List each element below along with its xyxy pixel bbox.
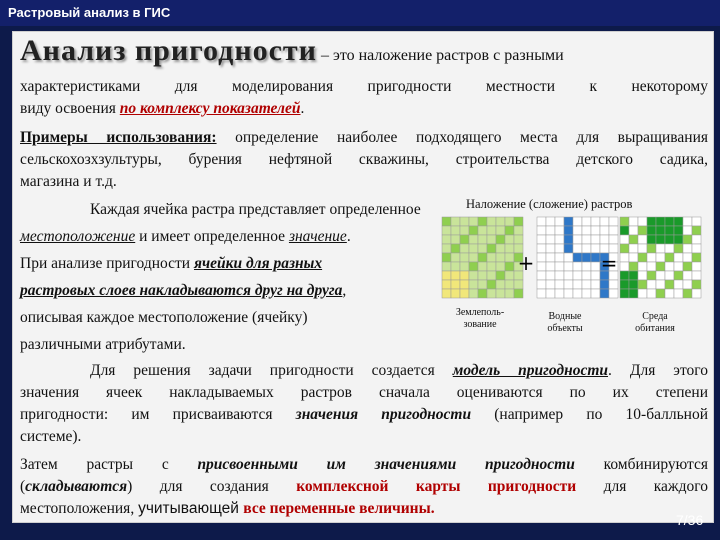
raster-cell: [546, 280, 555, 289]
paragraph-line: [20, 454, 708, 476]
raster-cell: [647, 289, 656, 298]
text-span: учитывающей: [138, 500, 244, 517]
raster-cell: [600, 235, 609, 244]
paragraph-line: [20, 334, 708, 356]
title-definition: – это наложение растров с разными: [316, 47, 564, 64]
raster-cell: [591, 244, 600, 253]
raster-cell: [546, 244, 555, 253]
raster-cell: [674, 280, 683, 289]
raster-cell: [496, 262, 505, 271]
raster-cell: [478, 244, 487, 253]
label-habitat: Среда обитания: [635, 311, 675, 334]
raster-cell: [609, 235, 618, 244]
raster-cell: [692, 253, 701, 262]
paragraph-line: [20, 98, 708, 120]
raster-cell: [609, 217, 618, 226]
raster-cell: [496, 217, 505, 226]
raster-cell: [683, 253, 692, 262]
text-span: ) для создания: [127, 478, 297, 495]
raster-cell: [442, 226, 451, 235]
raster-cell: [629, 244, 638, 253]
raster-cell: [555, 226, 564, 235]
text-span: значение: [288, 228, 347, 245]
raster-cell: [582, 235, 591, 244]
text-span: Для решения задачи пригодности создается: [90, 362, 453, 379]
text-span: . Для этого: [608, 362, 709, 379]
raster-cell: [478, 235, 487, 244]
paragraph-line: [20, 426, 708, 448]
raster-cell: [674, 217, 683, 226]
raster-cell: [469, 253, 478, 262]
raster-cell: [478, 289, 487, 298]
habitat-raster-grid: [620, 217, 701, 298]
raster-cell: [692, 280, 701, 289]
raster-cell: [514, 226, 523, 235]
text-span: Каждая ячейка растра представляет определенное: [90, 201, 421, 218]
raster-cell: [638, 253, 647, 262]
raster-cell: [564, 271, 573, 280]
raster-cell: [564, 253, 573, 262]
raster-cell: [582, 244, 591, 253]
raster-cell: [469, 262, 478, 271]
raster-cell: [692, 217, 701, 226]
raster-cell: [683, 244, 692, 253]
raster-cell: [600, 280, 609, 289]
raster-cell: [647, 235, 656, 244]
raster-cell: [496, 253, 505, 262]
raster-cell: [564, 262, 573, 271]
equals-sign: =: [600, 251, 618, 275]
raster-cell: [505, 244, 514, 253]
raster-cell: [573, 244, 582, 253]
raster-cell: [451, 235, 460, 244]
paragraph-line: [20, 127, 708, 149]
text-span: системе).: [20, 428, 82, 445]
raster-cell: [537, 280, 546, 289]
raster-cell: [460, 226, 469, 235]
raster-cell: [620, 217, 629, 226]
raster-cell: [683, 226, 692, 235]
raster-cell: [564, 226, 573, 235]
raster-cell: [555, 289, 564, 298]
raster-cell: [555, 217, 564, 226]
raster-cell: [451, 226, 460, 235]
raster-cell: [591, 289, 600, 298]
raster-cell: [442, 280, 451, 289]
raster-cell: [591, 226, 600, 235]
raster-cell: [514, 289, 523, 298]
raster-cell: [656, 226, 665, 235]
raster-cell: [656, 289, 665, 298]
raster-cell: [683, 280, 692, 289]
raster-cell: [573, 280, 582, 289]
raster-cell: [555, 271, 564, 280]
highlight-span: комплексной карты пригодности: [296, 478, 577, 495]
raster-cell: [487, 244, 496, 253]
text-span: местоположения,: [20, 500, 139, 517]
paragraph-line: [90, 360, 708, 382]
text-span: (: [20, 478, 26, 495]
raster-cell: [514, 217, 523, 226]
raster-cell: [496, 289, 505, 298]
raster-cell: [451, 244, 460, 253]
raster-cell: [505, 262, 514, 271]
raster-cell: [591, 253, 600, 262]
raster-cell: [647, 226, 656, 235]
label-landuse: Землеполь- зование: [455, 307, 505, 330]
paragraph-line: [20, 382, 708, 404]
raster-cell: [629, 271, 638, 280]
raster-cell: [505, 226, 514, 235]
highlight-span: складываются: [25, 478, 128, 495]
raster-cell: [451, 271, 460, 280]
raster-cell: [487, 217, 496, 226]
raster-cell: [573, 235, 582, 244]
raster-cell: [674, 289, 683, 298]
raster-cell: [629, 217, 638, 226]
raster-cell: [505, 235, 514, 244]
raster-cell: [692, 289, 701, 298]
text-span: местоположение: [20, 228, 136, 245]
raster-cell: [620, 253, 629, 262]
raster-cell: [537, 244, 546, 253]
raster-cell: [478, 271, 487, 280]
raster-cell: [537, 235, 546, 244]
raster-cell: [674, 262, 683, 271]
raster-cell: [487, 235, 496, 244]
raster-cell: [609, 289, 618, 298]
text-span: определение наиболее подходящего места для выращивания: [216, 129, 708, 146]
raster-cell: [683, 271, 692, 280]
paragraph-line: [20, 476, 708, 498]
raster-cell: [683, 235, 692, 244]
landuse-raster-grid: [442, 217, 523, 298]
text-span: магазина и т.д.: [20, 173, 117, 190]
paragraph-line: [20, 149, 708, 171]
text-span: (например по 10-балльной: [471, 406, 708, 423]
raster-cell: [620, 235, 629, 244]
raster-cell: [469, 271, 478, 280]
raster-cell: [692, 271, 701, 280]
raster-cell: [460, 244, 469, 253]
raster-cell: [629, 289, 638, 298]
raster-cell: [564, 289, 573, 298]
paragraph-line: [20, 76, 708, 98]
raster-cell: [683, 289, 692, 298]
raster-cell: [582, 262, 591, 271]
raster-cell: [582, 280, 591, 289]
raster-cell: [582, 226, 591, 235]
raster-cell: [514, 280, 523, 289]
text-span: Затем растры с: [20, 456, 198, 473]
raster-cell: [546, 235, 555, 244]
raster-overlay-figure: [440, 215, 705, 305]
raster-cell: [546, 262, 555, 271]
raster-cell: [487, 253, 496, 262]
raster-cell: [460, 289, 469, 298]
raster-cell: [656, 280, 665, 289]
raster-cell: [656, 262, 665, 271]
raster-cell: [591, 235, 600, 244]
title-term: Анализ пригодности: [20, 34, 317, 67]
raster-cell: [564, 280, 573, 289]
figure-caption: Наложение (сложение) растров: [466, 197, 633, 211]
slide-title: [20, 34, 708, 70]
raster-cell: [656, 244, 665, 253]
raster-cell: [573, 271, 582, 280]
raster-cell: [546, 226, 555, 235]
raster-cell: [647, 262, 656, 271]
raster-cell: [555, 235, 564, 244]
raster-cell: [573, 253, 582, 262]
text-span: виду освоения: [20, 100, 120, 117]
paragraph-line: [20, 307, 708, 329]
text-span: и имеет определенное: [135, 228, 289, 245]
raster-cell: [665, 262, 674, 271]
raster-cell: [546, 253, 555, 262]
raster-cell: [514, 235, 523, 244]
raster-cell: [478, 217, 487, 226]
raster-cell: [487, 289, 496, 298]
raster-cell: [451, 262, 460, 271]
text-span: различными атрибутами.: [20, 336, 186, 353]
raster-cell: [442, 217, 451, 226]
raster-cell: [442, 271, 451, 280]
raster-cell: [674, 271, 683, 280]
raster-cell: [692, 262, 701, 271]
raster-cell: [505, 271, 514, 280]
raster-cell: [665, 235, 674, 244]
raster-cell: [555, 244, 564, 253]
raster-cell: [442, 244, 451, 253]
raster-cell: [537, 253, 546, 262]
text-span: ,: [342, 282, 347, 299]
raster-cell: [537, 289, 546, 298]
raster-cell: [638, 217, 647, 226]
raster-cell: [469, 280, 478, 289]
raster-cell: [629, 280, 638, 289]
raster-cell: [573, 217, 582, 226]
raster-cell: [665, 244, 674, 253]
raster-cell: [505, 280, 514, 289]
raster-cell: [620, 271, 629, 280]
text-span: описывая каждое местоположение (ячейку): [20, 309, 308, 326]
raster-cell: [478, 253, 487, 262]
raster-cell: [638, 280, 647, 289]
raster-cell: [573, 226, 582, 235]
raster-cell: [564, 235, 573, 244]
header-bar: [0, 0, 720, 26]
raster-cell: [638, 244, 647, 253]
raster-cell: [591, 271, 600, 280]
raster-cell: [692, 226, 701, 235]
raster-cell: [683, 262, 692, 271]
highlight-span: модель пригодности: [452, 362, 609, 379]
raster-cell: [460, 217, 469, 226]
raster-cell: [665, 289, 674, 298]
raster-cell: [487, 271, 496, 280]
raster-cell: [487, 226, 496, 235]
raster-cell: [620, 244, 629, 253]
raster-cell: [460, 262, 469, 271]
text-span: При анализе пригодности: [20, 255, 194, 272]
raster-cell: [591, 280, 600, 289]
raster-cell: [555, 253, 564, 262]
raster-cell: [469, 226, 478, 235]
raster-cell: [496, 235, 505, 244]
raster-cell: [620, 280, 629, 289]
raster-cell: [442, 262, 451, 271]
raster-cell: [451, 253, 460, 262]
raster-cell: [505, 253, 514, 262]
text-span: .: [346, 228, 351, 245]
raster-cell: [469, 235, 478, 244]
raster-cell: [487, 280, 496, 289]
raster-cell: [546, 271, 555, 280]
raster-cell: [582, 271, 591, 280]
raster-cell: [638, 271, 647, 280]
raster-cell: [555, 262, 564, 271]
raster-cell: [638, 235, 647, 244]
raster-cell: [582, 253, 591, 262]
raster-cell: [665, 271, 674, 280]
raster-cell: [665, 226, 674, 235]
raster-cell: [656, 253, 665, 262]
raster-cell: [629, 226, 638, 235]
highlight-span: растровых слоев накладываются друг на друга: [20, 282, 343, 299]
raster-cell: [656, 271, 665, 280]
text-span: .: [300, 100, 305, 117]
raster-cell: [638, 262, 647, 271]
raster-cell: [573, 289, 582, 298]
raster-cell: [546, 289, 555, 298]
text-span: для каждого: [576, 478, 708, 495]
raster-cell: [537, 262, 546, 271]
raster-cell: [487, 262, 496, 271]
raster-cell: [638, 289, 647, 298]
raster-cell: [442, 253, 451, 262]
paragraph-line: [20, 404, 708, 426]
raster-cell: [692, 235, 701, 244]
raster-cell: [537, 271, 546, 280]
raster-cell: [609, 280, 618, 289]
header-title: Растровый анализ в ГИС: [8, 5, 171, 20]
raster-cell: [460, 280, 469, 289]
raster-cell: [647, 244, 656, 253]
raster-cell: [629, 262, 638, 271]
raster-cell: [647, 271, 656, 280]
raster-cell: [469, 289, 478, 298]
page-number: 7/36: [676, 512, 704, 528]
raster-cell: [496, 280, 505, 289]
raster-cell: [469, 244, 478, 253]
raster-cell: [442, 235, 451, 244]
text-span: значения ячеек накладываемых растров сначала оцениваются по их степени: [20, 384, 708, 401]
raster-cell: [600, 289, 609, 298]
raster-cell: [656, 217, 665, 226]
raster-cell: [600, 217, 609, 226]
highlight-span: значения пригодности: [295, 406, 472, 423]
raster-cell: [573, 262, 582, 271]
raster-cell: [629, 253, 638, 262]
paragraph-line: [90, 199, 470, 221]
paragraph-line: [20, 498, 708, 520]
raster-cell: [620, 262, 629, 271]
raster-cell: [620, 289, 629, 298]
highlight-span: все переменные величины.: [243, 500, 435, 517]
raster-cell: [638, 226, 647, 235]
text-span: характеристиками для моделирования пригодности местности к некоторому: [20, 78, 708, 95]
raster-cell: [505, 289, 514, 298]
raster-cell: [442, 289, 451, 298]
raster-cell: [674, 235, 683, 244]
raster-cell: [609, 226, 618, 235]
raster-cell: [537, 226, 546, 235]
raster-cell: [469, 217, 478, 226]
raster-cell: [683, 217, 692, 226]
raster-cell: [478, 262, 487, 271]
raster-cell: [496, 271, 505, 280]
raster-cell: [665, 280, 674, 289]
text-span: сельскохозхзультуры, бурения нефтяной скважины, строительства детского садика,: [20, 151, 708, 168]
raster-cell: [591, 262, 600, 271]
highlight-span: ячейки для разных: [193, 255, 323, 272]
examples-label: Примеры использования:: [20, 129, 217, 146]
raster-cell: [546, 217, 555, 226]
raster-cell: [496, 244, 505, 253]
raster-cell: [674, 253, 683, 262]
raster-cell: [564, 217, 573, 226]
raster-cell: [478, 280, 487, 289]
raster-cell: [460, 253, 469, 262]
highlight-span: присвоенными им значениями пригодности: [197, 456, 575, 473]
raster-cell: [600, 226, 609, 235]
raster-cell: [451, 280, 460, 289]
text-span: пригодности: им присваиваются: [20, 406, 296, 423]
highlight-span: по комплексу показателей: [119, 100, 301, 117]
raster-cell: [656, 235, 665, 244]
raster-cell: [451, 217, 460, 226]
raster-cell: [582, 217, 591, 226]
raster-cell: [460, 235, 469, 244]
raster-cell: [537, 217, 546, 226]
raster-cell: [496, 226, 505, 235]
raster-cell: [591, 217, 600, 226]
raster-cell: [460, 271, 469, 280]
raster-cell: [620, 226, 629, 235]
raster-cell: [665, 217, 674, 226]
raster-cell: [647, 217, 656, 226]
raster-cell: [555, 280, 564, 289]
raster-cell: [505, 217, 514, 226]
plus-sign: +: [517, 251, 535, 275]
raster-cell: [564, 244, 573, 253]
raster-cell: [451, 289, 460, 298]
raster-cell: [647, 280, 656, 289]
raster-cell: [629, 235, 638, 244]
raster-cell: [674, 244, 683, 253]
raster-cell: [665, 253, 674, 262]
paragraph-line: [20, 171, 708, 193]
raster-cell: [478, 226, 487, 235]
raster-cell: [582, 289, 591, 298]
label-water: Водные объекты: [547, 311, 583, 334]
text-span: комбинируются: [574, 456, 709, 473]
raster-cell: [647, 253, 656, 262]
raster-cell: [674, 226, 683, 235]
raster-cell: [692, 244, 701, 253]
